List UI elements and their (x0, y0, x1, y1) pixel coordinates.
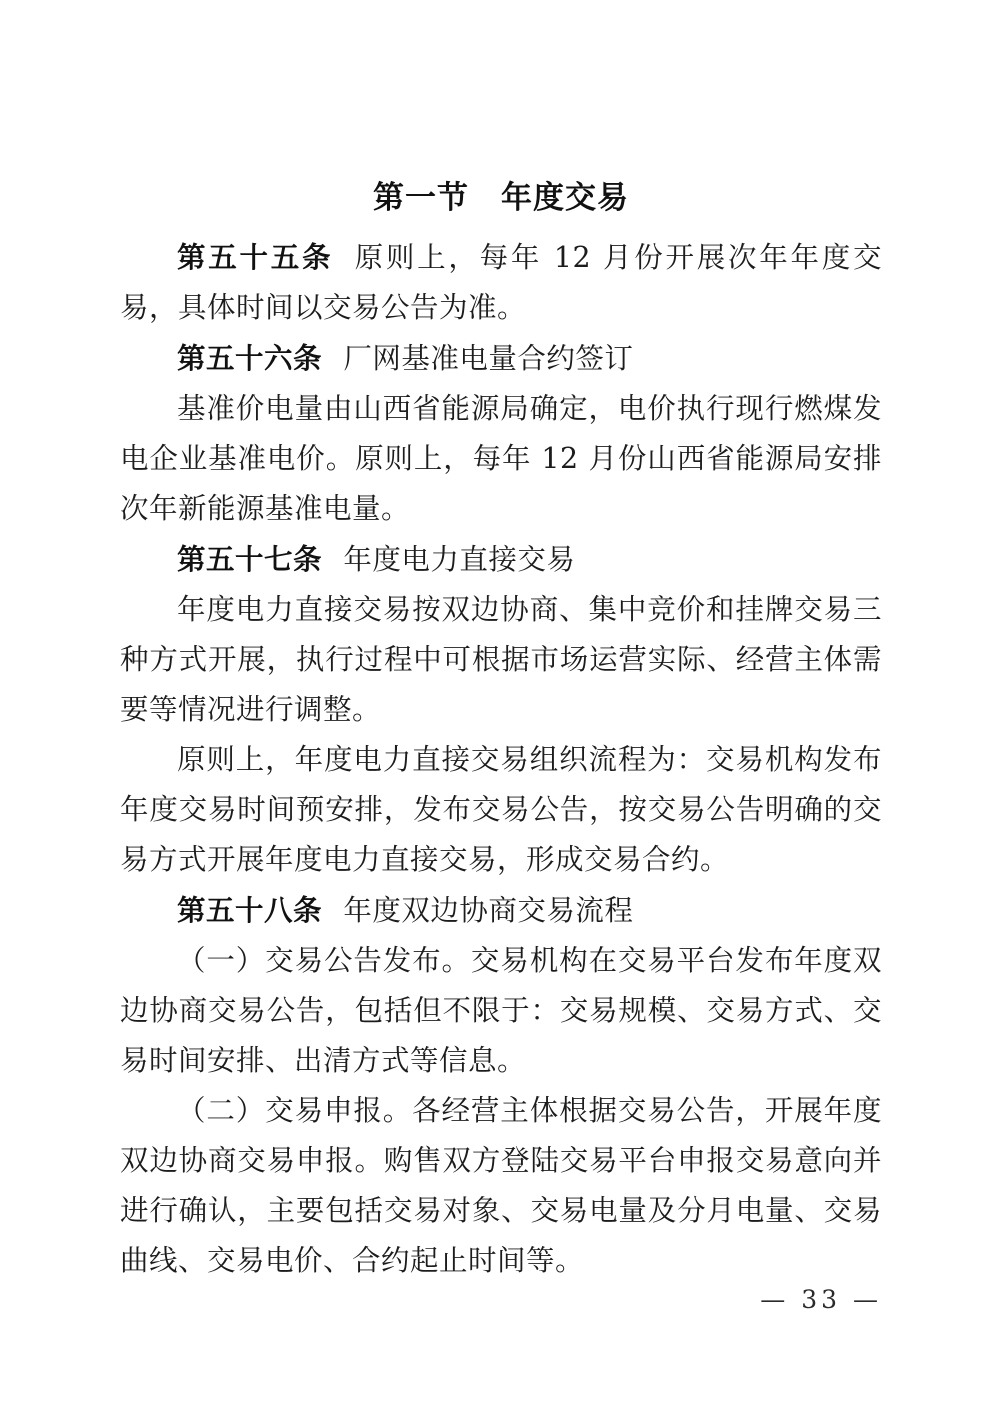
paragraph-body (120, 384, 882, 534)
paragraph-article-58 (120, 885, 882, 936)
article-number: 第五十五条 (177, 240, 334, 274)
paragraph-article-55 (120, 232, 882, 333)
article-number: 第五十六条 (177, 341, 323, 375)
paragraph-body (120, 735, 882, 885)
page-number: — 33 — (760, 1285, 882, 1314)
paragraph-body (120, 585, 882, 735)
paragraph-text: 年度电力直接交易按双边协商、集中竞价和挂牌交易三种方式开展，执行过程中可根据市场运营实际、经营主体需要等情况进行调整。 (120, 593, 882, 726)
paragraph-text: 基准价电量由山西省能源局确定，电价执行现行燃煤发电企业基准电价。原则上，每年 12 月份山西省能源局安排次年新能源基准电量。 (120, 392, 882, 525)
paragraph-item-1 (120, 936, 882, 1086)
section-title: 第一节 年度交易 (373, 180, 629, 216)
paragraph-text: （一）交易公告发布。交易机构在交易平台发布年度双边协商交易公告，包括但不限于：交易规模、交易方式、交易时间安排、出清方式等信息。 (120, 944, 882, 1077)
paragraph-text: 厂网基准电量合约签订 (343, 342, 634, 375)
article-number: 第五十七条 (177, 542, 323, 576)
paragraph-item-2 (120, 1086, 882, 1286)
paragraph-text: 年度电力直接交易 (343, 543, 576, 576)
article-number: 第五十八条 (177, 893, 323, 927)
paragraph-text: （二）交易申报。各经营主体根据交易公告，开展年度双边协商交易申报。购售双方登陆交易平台申报交易意向并进行确认，主要包括交易对象、交易电量及分月电量、交易曲线、交易电价、合约起止时间等。 (120, 1094, 882, 1277)
paragraph-text: 年度双边协商交易流程 (343, 894, 634, 927)
paragraph-article-57 (120, 534, 882, 585)
paragraph-text: 原则上，年度电力直接交易组织流程为：交易机构发布年度交易时间预安排，发布交易公告，按交易公告明确的交易方式开展年度电力直接交易，形成交易合约。 (120, 743, 882, 876)
paragraph-article-56 (120, 333, 882, 384)
paragraph-text: 原则上，每年 12 月份开展次年年度交易，具体时间以交易公告为准。 (120, 241, 882, 324)
